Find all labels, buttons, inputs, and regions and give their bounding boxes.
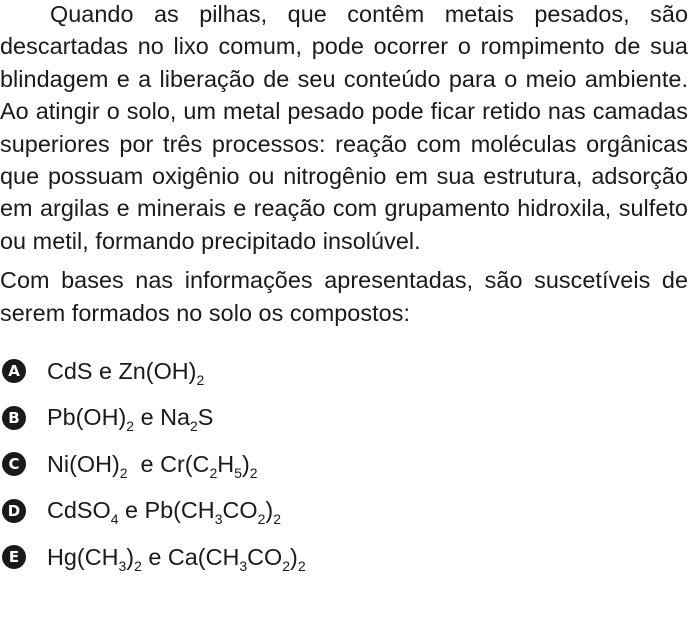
option-d-text	[47, 497, 281, 528]
option-b-text	[47, 404, 214, 435]
formula-text: Pb(OH)	[47, 404, 127, 431]
option-d[interactable]	[0, 488, 688, 535]
formula-text: CdSO	[47, 497, 111, 524]
formula-text: CO	[222, 497, 258, 524]
formula-text: e Ca(CH	[141, 543, 240, 570]
option-b[interactable]	[0, 395, 688, 442]
formula-text: CO	[247, 543, 283, 570]
formula-text: e Pb(CH	[118, 497, 215, 524]
option-b-badge: B	[2, 406, 26, 430]
formula-subscript: 3	[214, 511, 223, 528]
formula-text: )	[290, 543, 298, 570]
option-e-text	[47, 543, 306, 574]
formula-text: H	[217, 450, 235, 477]
formula-subscript: 5	[234, 464, 242, 481]
option-a[interactable]	[0, 348, 688, 395]
formula-text: )	[126, 543, 135, 570]
option-c-text	[47, 450, 258, 481]
formula-subscript: 2	[249, 464, 258, 481]
formula-subscript: 3	[118, 557, 127, 574]
passage-paragraph: Quando as pilhas, que contêm metais pesados, são descartadas no lixo comum, pode ocorrer o rompimento de sua blindagem e a liberação de seu conteúdo para o meio ambiente. Ao atingir o solo, um metal pesado pode ficar retido nas camadas superiores por três processos: reação com moléculas orgânicas que possuam oxigênio ou nitrogênio em sua estrutura, adsorção em argilas e minerais e reação com grupamento hidroxila, sulfeto ou metil, formando precipitado insolúvel.	[0, 1, 688, 254]
formula-subscript: 2	[196, 371, 205, 388]
option-e[interactable]	[0, 534, 688, 581]
formula-subscript: 2	[257, 511, 266, 528]
formula-subscript: 2	[282, 557, 291, 574]
formula-subscript: 2	[126, 418, 135, 435]
option-e-badge: E	[2, 545, 26, 569]
option-a-text	[47, 357, 205, 388]
question-stem: Com bases nas informações apresentadas, são suscetíveis de serem formados no solo os compostos:	[0, 267, 688, 326]
formula-text: )	[241, 450, 250, 477]
formula-text: CdS e Zn(OH)	[47, 357, 197, 384]
formula-subscript: 4	[110, 511, 119, 528]
formula-text: S	[197, 404, 214, 431]
formula-subscript: 2	[209, 464, 218, 481]
formula-subscript: 2	[273, 511, 281, 528]
formula-text: )	[265, 497, 274, 524]
formula-text: Ni(OH)	[47, 450, 120, 477]
formula-subscript: 2	[119, 464, 128, 481]
formula-subscript: 2	[190, 418, 198, 435]
option-a-badge: A	[2, 359, 26, 383]
option-d-badge: D	[2, 499, 26, 523]
formula-text: e Cr(C	[127, 450, 210, 477]
formula-text: e Na	[134, 404, 190, 431]
formula-subscript: 2	[134, 557, 142, 574]
option-c[interactable]	[0, 441, 688, 488]
formula-subscript: 3	[239, 557, 248, 574]
answer-options	[0, 348, 688, 581]
formula-text: Hg(CH	[47, 543, 119, 570]
option-c-badge: C	[2, 452, 26, 476]
formula-subscript: 2	[297, 557, 306, 574]
